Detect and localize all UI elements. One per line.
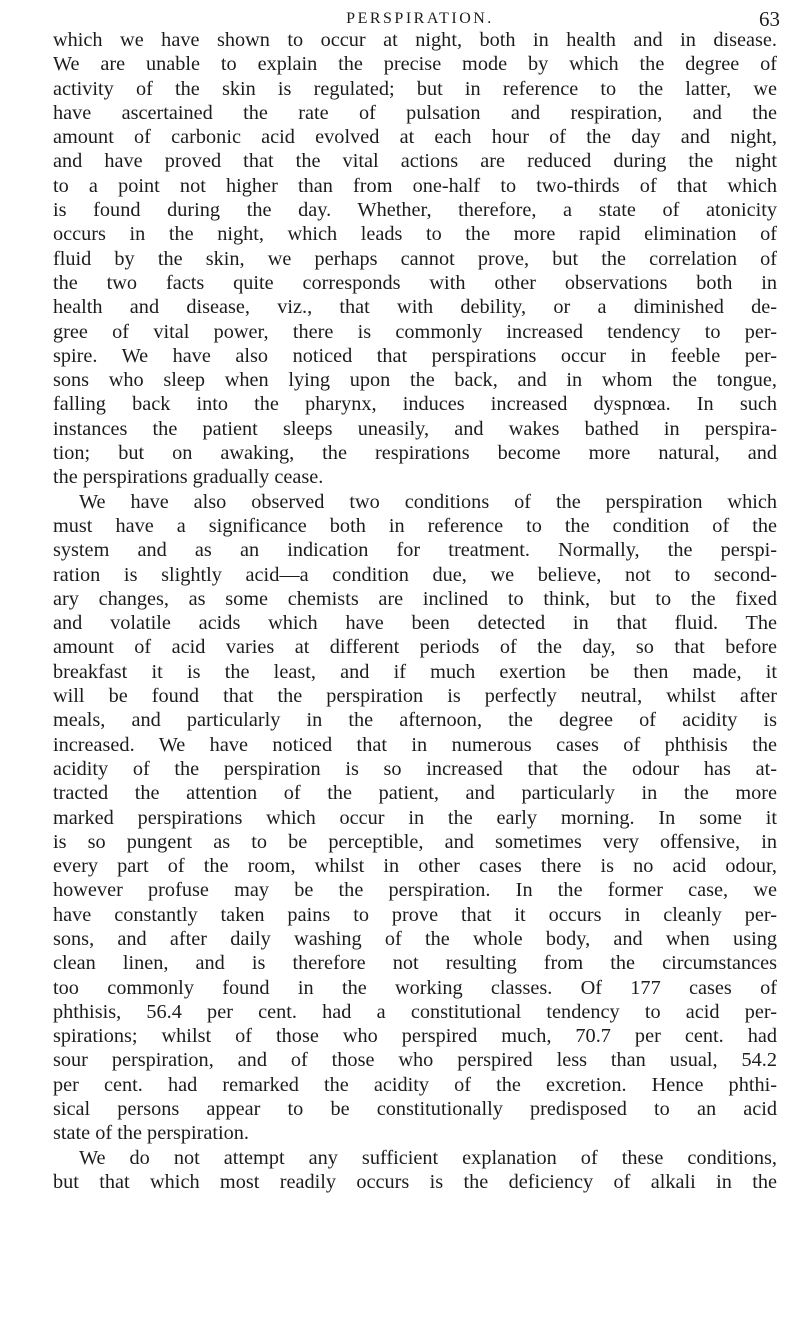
- text-line: health and disease, viz., that with debility, or a diminished de-: [53, 296, 777, 319]
- text-line: the two facts quite corresponds with other observations both in: [53, 271, 777, 294]
- text-line: have ascertained the rate of pulsation and respiration, and the: [53, 101, 777, 124]
- text-line: spirations; whilst of those who perspired much, 70.7 per cent. had: [53, 1025, 777, 1048]
- text-line: instances the patient sleeps uneasily, and wakes bathed in perspira-: [53, 417, 777, 440]
- body-text: [53, 28, 777, 1194]
- text-line: marked perspirations which occur in the early morning. In some it: [53, 806, 777, 829]
- text-line: We are unable to explain the precise mode by which the degree of: [53, 53, 777, 76]
- text-line: amount of carbonic acid evolved at each hour of the day and night,: [53, 126, 777, 149]
- paragraph-end-line: state of the perspiration.: [53, 1122, 249, 1145]
- text-line: must have a significance both in reference to the condition of the: [53, 514, 777, 537]
- text-line: which we have shown to occur at night, both in health and in disease.: [53, 29, 777, 51]
- text-line: and volatile acids which have been detected in that fluid. The: [53, 612, 777, 635]
- text-line: sons who sleep when lying upon the back, and in whom the tongue,: [53, 369, 777, 392]
- text-line: sons, and after daily washing of the whole body, and when using: [53, 927, 777, 950]
- text-line: tracted the attention of the patient, and particularly in the more: [53, 782, 777, 805]
- text-line: ration is slightly acid—a condition due, we believe, not to second-: [53, 563, 777, 586]
- text-line: is so pungent as to be perceptible, and sometimes very offensive, in: [53, 830, 777, 853]
- page-number: 63: [759, 7, 780, 31]
- text-line: falling back into the pharynx, induces increased dyspnœa. In such: [53, 393, 777, 416]
- text-line: will be found that the perspiration is perfectly neutral, whilst after: [53, 685, 777, 708]
- paragraph-start-line: We do not attempt any sufficient explanation of these conditions,: [79, 1146, 777, 1169]
- text-line: sour perspiration, and of those who perspired less than usual, 54.2: [53, 1049, 777, 1072]
- text-line: increased. We have noticed that in numerous cases of phthisis the: [53, 733, 777, 756]
- text-line: spire. We have also noticed that perspirations occur in feeble per-: [53, 344, 777, 367]
- running-title: PERSPIRATION.: [346, 10, 494, 27]
- text-line: breakfast it is the least, and if much exertion be then made, it: [53, 660, 777, 683]
- text-line: gree of vital power, there is commonly increased tendency to per-: [53, 320, 777, 343]
- text-line: clean linen, and is therefore not resulting from the circumstances: [53, 952, 777, 975]
- text-line: meals, and particularly in the afternoon, the degree of acidity is: [53, 709, 777, 732]
- text-line: and have proved that the vital actions are reduced during the night: [53, 150, 777, 173]
- text-line: every part of the room, whilst in other cases there is no acid odour,: [53, 855, 777, 878]
- text-line: is found during the day. Whether, therefore, a state of atonicity: [53, 199, 777, 222]
- text-line: to a point not higher than from one-half to two-thirds of that which: [53, 174, 777, 197]
- text-line: have constantly taken pains to prove that it occurs in cleanly per-: [53, 903, 777, 926]
- text-line: system and as an indication for treatment. Normally, the perspi-: [53, 539, 777, 562]
- text-line: fluid by the skin, we perhaps cannot prove, but the correlation of: [53, 247, 777, 270]
- text-line: amount of acid varies at different periods of the day, so that before: [53, 636, 777, 659]
- text-line: too commonly found in the working classes. Of 177 cases of: [53, 976, 777, 999]
- text-line: sical persons appear to be constitutionally predisposed to an acid: [53, 1098, 777, 1121]
- text-line: tion; but on awaking, the respirations become more natural, and: [53, 442, 777, 465]
- text-line: activity of the skin is regulated; but in reference to the latter, we: [53, 77, 777, 100]
- text-line: occurs in the night, which leads to the more rapid elimination of: [53, 223, 777, 246]
- text-line: however profuse may be the perspiration. In the former case, we: [53, 879, 777, 902]
- text-line: per cent. had remarked the acidity of the excretion. Hence phthi-: [53, 1073, 777, 1096]
- text-line: acidity of the perspiration is so increased that the odour has at-: [53, 757, 777, 780]
- paragraph-start-line: We have also observed two conditions of the perspiration which: [79, 490, 777, 513]
- text-line: but that which most readily occurs is the deficiency of alkali in the: [53, 1170, 777, 1193]
- text-line: phthisis, 56.4 per cent. had a constitutional tendency to acid per-: [53, 1000, 777, 1023]
- text-line: ary changes, as some chemists are inclined to think, but to the fixed: [53, 587, 777, 610]
- paragraph-end-line: the perspirations gradually cease.: [53, 466, 324, 489]
